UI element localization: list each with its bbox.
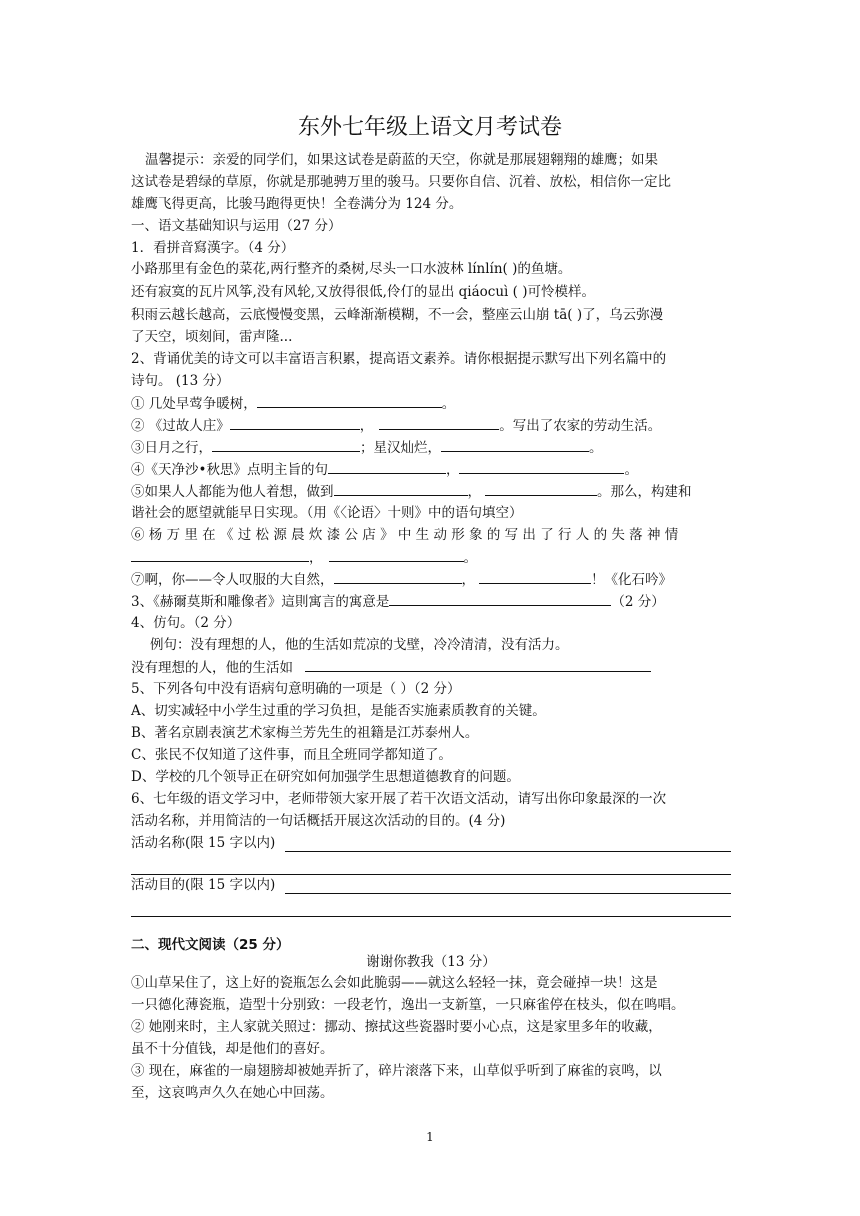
q1-line-4: 了天空，顷刻间，雷声隆... [131, 329, 293, 345]
page-number: 1 [426, 1130, 434, 1144]
q2-item-5 [131, 481, 731, 502]
punct: ， [445, 462, 460, 478]
q2-item-3-mid: ；星汉灿烂， [360, 440, 441, 456]
reading-line-6: 至，这哀鸣声久久在她心中回荡。 [131, 1085, 334, 1101]
answer-blank[interactable] [379, 415, 499, 430]
answer-blank[interactable] [334, 481, 468, 496]
q6-purpose-line [131, 875, 731, 895]
q3-score: （2 分） [611, 594, 665, 610]
answer-blank[interactable] [459, 459, 624, 474]
punct: 。 [441, 396, 456, 412]
q2-item-6: ⑥ 杨 万 里 在 《 过 松 源 晨 炊 漆 公 店 》 中 生 动 形 象 的 写 出 了 行 人 的 失 落 神 情 [131, 527, 679, 543]
answer-blank[interactable] [230, 415, 360, 430]
q6-purpose-label: 活动目的(限 15 字以内) [131, 877, 276, 893]
part2-heading: 二、现代文阅读（25 分） [131, 937, 290, 953]
q2-item-2 [131, 415, 731, 436]
reading-line-1: ①山草呆住了，这上好的瓷瓶怎么会如此脆弱——就这么轻轻一抹，竟会碰掉一块！这是 [131, 975, 658, 991]
reading-line-5: ③ 现在，麻雀的一扇翅膀却被她弄折了，碎片滚落下来，山草似乎听到了麻雀的哀鸣，以 [131, 1063, 662, 1079]
q2-item-2-text: ② 《过故人庄》 [131, 418, 230, 434]
q2-line-2: 诗句。 (13 分） [131, 373, 230, 389]
q4-prompt: 没有理想的人，他的生活如 [131, 660, 293, 676]
q2-item-4 [131, 459, 731, 480]
answer-blank[interactable] [389, 591, 611, 606]
punct: 。 [589, 440, 603, 456]
q2-item-5-cont: 谐社会的愿望就能早日实现。（用《〈论语〉十则》中的语句填空） [131, 505, 523, 521]
answer-blank[interactable] [329, 547, 464, 562]
q6-name-line [131, 833, 731, 853]
answer-blank[interactable] [479, 569, 591, 584]
q5-heading: 5、下列各句中没有语病句意明确的一项是（ ）（2 分） [131, 681, 461, 697]
q2-item-6-cont [131, 547, 731, 568]
answer-blank[interactable] [441, 437, 589, 452]
answer-line[interactable] [285, 893, 731, 894]
reading-line-4: 虽不十分值钱，却是他们的喜好。 [131, 1041, 334, 1057]
punct: 。 [624, 462, 638, 478]
answer-blank[interactable] [257, 393, 442, 408]
q2-item-7 [131, 569, 731, 590]
q5-option-b: B、著名京剧表演艺术家梅兰芳先生的祖籍是江苏泰州人。 [131, 725, 479, 741]
tip-line-3: 雄鹰飞得更高，比骏马跑得更快！全卷满分为 124 分。 [131, 196, 463, 212]
answer-blank[interactable] [212, 437, 360, 452]
q3 [131, 591, 731, 612]
part1-heading: 一、语文基础知识与运用（27 分） [131, 218, 342, 234]
punct: ， [467, 484, 481, 500]
q3-text: 3、《赫爾莫斯和雕像者》這則寓言的寓意是 [131, 594, 390, 610]
q6-line-1: 6、七年级的语文学习中，老师带领大家开展了若干次语文活动，请写出你印象最深的一次 [131, 791, 667, 807]
tip-line-1: 温馨提示：亲爱的同学们，如果这试卷是蔚蓝的天空，你就是那展翅翱翔的雄鹰；如果 [145, 152, 658, 168]
q5-option-a: A、切实减轻中小学生过重的学习负担，是能否实施素质教育的关键。 [131, 703, 546, 719]
answer-blank[interactable] [485, 481, 597, 496]
q4-heading: 4、仿句。（2 分） [131, 615, 241, 631]
answer-blank[interactable] [328, 459, 446, 474]
q6-name-label: 活动名称(限 15 字以内) [131, 835, 276, 851]
q2-item-2-end: 。写出了农家的劳动生活。 [499, 418, 662, 434]
q2-item-3-text: ③日月之行， [131, 440, 212, 456]
q1-line-1: 小路那里有金色的菜花,两行整齐的桑树,尽头一口水波林 línlín( )的鱼塘。 [131, 261, 572, 277]
reading-line-3: ② 她刚来时，主人家就关照过：挪动、擦拭这些瓷器时要小心点，这是家里多年的收藏， [131, 1019, 662, 1035]
answer-blank[interactable] [305, 657, 651, 672]
punct: ， [359, 418, 374, 434]
q1-line-3: 积雨云越长越高，云底慢慢变黑，云峰渐渐模糊，不一会，整座云山崩 tā( )了，乌云弥漫 [131, 307, 664, 323]
reading-title: 谢谢你教我（13 分） [366, 954, 496, 970]
answer-line[interactable] [285, 851, 731, 852]
q2-item-7-text: ⑦啊，你——令人叹服的大自然， [131, 572, 334, 588]
punct: ， [309, 550, 323, 566]
q5-option-d: D、学校的几个领导正在研究如何加强学生思想道德教育的问题。 [131, 769, 520, 785]
reading-line-2: 一只德化薄瓷瓶，造型十分别致：一段老竹，逸出一支新篁，一只麻雀停在枝头，似在鸣唱。 [131, 997, 685, 1013]
q4-prompt-line [131, 657, 731, 678]
q1-heading: 1．看拼音寫漢字。（4 分） [131, 240, 295, 256]
q2-item-1-text: ① 几处早莺争暖树， [131, 396, 257, 412]
q6-line-2: 活动名称，并用简洁的一句话概括开展这次活动的目的。(4 分) [131, 813, 506, 829]
tip-line-2: 这试卷是碧绿的草原，你就是那驰骋万里的骏马。只要你自信、沉着、放松，相信你一定比 [131, 174, 671, 190]
answer-line[interactable] [131, 916, 731, 917]
punct: 。 [463, 550, 477, 566]
q5-option-c: C、张民不仅知道了这件事，而且全班同学都知道了。 [131, 747, 452, 763]
punct: ， [461, 572, 475, 588]
q2-item-7-end: ！《化石吟》 [591, 572, 672, 588]
q2-item-3 [131, 437, 731, 458]
answer-blank[interactable] [131, 547, 309, 562]
q2-line-1: 2、背诵优美的诗文可以丰富语言积累，提高语文素养。请你根据提示默写出下列名篇中的 [131, 351, 667, 367]
q2-item-4-text: ④《天净沙•秋思》点明主旨的句 [131, 462, 328, 478]
answer-blank[interactable] [334, 569, 462, 584]
q2-item-1 [131, 393, 731, 414]
q2-item-5-text: ⑤如果人人都能为他人着想，做到 [131, 484, 334, 500]
q2-item-5-end: 。那么，构建和 [597, 484, 692, 500]
exam-title: 东外七年级上语文月考试卷 [297, 115, 562, 140]
q1-line-2: 还有寂寞的瓦片风筝,没有风轮,又放得很低,伶仃的显出 qiáocuì ( )可怜模样。 [131, 284, 595, 300]
q4-example: 例句：没有理想的人，他的生活如荒凉的戈壁，冷冷清清，没有活力。 [150, 637, 569, 653]
